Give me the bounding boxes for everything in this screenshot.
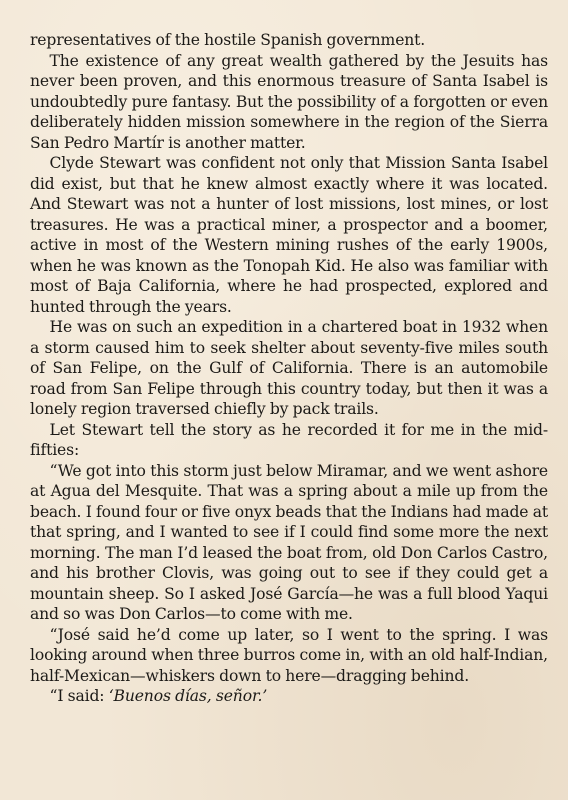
paragraph-storm-miramar: “We got into this storm just below Miramar, and we went ashore at Agua del Mesquite. That was a spring about a mile up from the beach. I found four or five onyx beads that the Indians had made at that spring, and I wanted to see if I could find some more the next morning. The man I’d leased the boat from, old Don Carlos Castro, and his brother Clovis, was going out to see if they could get a mountain sheep. So I asked José García—he was a full blood Yaqui and so was Don Carlos—to come with me. <box>30 461 548 623</box>
paragraph-expedition-1932: He was on such an expedition in a chartered boat in 1932 when a storm caused him to seek shelter about seventy-five miles south of San Felipe, on the Gulf of California. There is an automobile road from San Felipe through this country today, but then it was a lonely region traversed chiefly by pack trails. <box>30 318 548 418</box>
paragraph-clyde-stewart: Clyde Stewart was confident not only that Mission Santa Isabel did exist, but that he knew almost exactly where it was located. And Stewart was not a hunter of lost missions, lost mines, or lost treasures. He was a practical miner, a prospector and a boomer, active in most of the Western mining rushes of the early 1900s, when he was known as the Tonopah Kid. He also was familiar with most of Baja California, where he had prospected, explored and hunted through the years. <box>30 154 548 316</box>
paragraph-buenos-dias <box>30 686 548 707</box>
paragraph-continuation: representatives of the hostile Spanish government. <box>30 31 426 49</box>
dialogue-prefix: “I said: <box>49 687 109 705</box>
dialogue-quote: ‘Buenos días, señor.’ <box>108 687 268 705</box>
paragraph-stewart-story-intro: Let Stewart tell the story as he recorded it for me in the mid-fifties: <box>30 420 548 459</box>
paragraph-jesuit-treasure: The existence of any great wealth gathered by the Jesuits has never been proven, and this enormous treasure of Santa Isabel is undoubtedly pure fantasy. But the possibility of a forgotten or even deliberately hidden mission somewhere in the region of the Sierra San Pedro Martír is another matter. <box>30 51 548 152</box>
paragraph-jose-spring: “José said he’d come up later, so I went to the spring. I was looking around when three burros come in, with an old half-Indian, half-Mexican—whiskers down to here—dragging behind. <box>30 625 548 685</box>
